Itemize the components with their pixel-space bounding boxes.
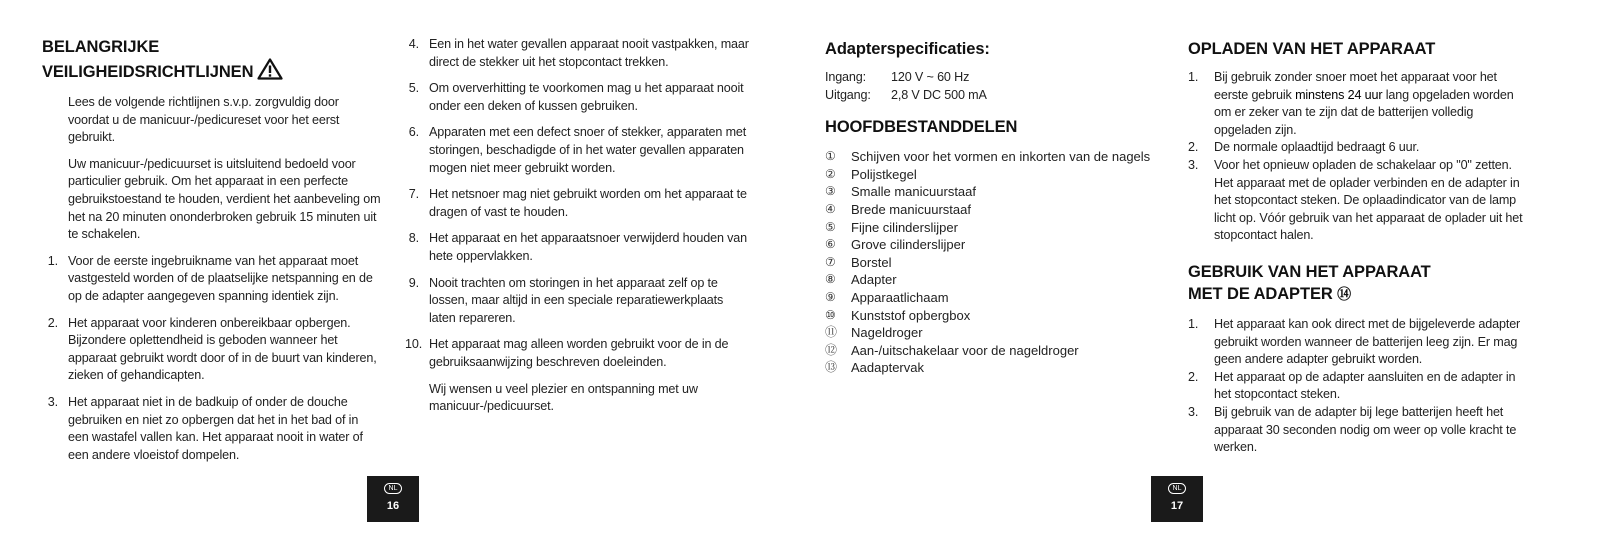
list-item: 10. Het apparaat mag alleen worden gebruikt voor de in de gebruiksaanwijzing beschreven doeleinden. <box>405 337 729 369</box>
adapter-spec-table <box>825 69 1170 104</box>
list-item: ⑤ Fijne cilinderslijper <box>825 219 958 235</box>
page-tab-17 <box>1151 476 1203 522</box>
list-item: 5. Om oververhitting te voorkomen mag u het apparaat nooit onder een deken of kussen gebruiken. <box>408 81 744 113</box>
adapter-spec-heading: Adapterspecificaties: <box>825 40 990 58</box>
safety-intro-2: Uw manicuur-/pedicuurset is uitsluitend bedoeld voor particulier gebruik. Om het apparaat in een perfecte gebruikstoestand te houden, verdient het aanbeveling om het na 20 minuten ononderbroken gebruik 15 minuten uit te schakelen. <box>68 156 381 242</box>
specs-column <box>825 36 1170 377</box>
safety-heading-line2: VEILIGHEIDSRICHTLIJNEN <box>42 63 254 81</box>
list-item: 1. Voor de eerste ingebruikname van het apparaat moet vastgesteld worden of de plaatselijke netspanning en de op de adapter aangegeven spanning identiek zijn. <box>47 253 373 303</box>
list-item: ⑧ Adapter <box>825 272 897 288</box>
charge-heading: OPLADEN VAN HET APPARAAT <box>1188 40 1436 58</box>
list-item: ⑬ Aadaptervak <box>825 360 924 376</box>
parts-heading: HOOFDBESTANDDELEN <box>825 118 1018 137</box>
list-item: 2. Het apparaat op de adapter aansluiten en de adapter in het stopcontact steken. <box>1188 369 1516 402</box>
safety-heading-line1: BELANGRIJKE <box>42 38 160 56</box>
list-item: 2. Het apparaat voor kinderen onbereikbaar opbergen. Bijzondere oplettendheid is geboden wanneer het apparaat gebruikt wordt door of in de buurt van kinderen, zieken of gehandicapten. <box>47 315 377 383</box>
list-item: ② Polijstkegel <box>825 166 917 182</box>
safety-column-left <box>42 36 382 464</box>
list-item: ④ Brede manicuurstaaf <box>825 201 971 217</box>
list-item: 3. Voor het opnieuw opladen de schakelaar op "0" zetten. Het apparaat met de oplader verbinden en de adapter in het stopcontact steken. De oplaadindicator van de lamp licht op. Vóór gebruik van het apparaat de oplader uit het stopcontact halen. <box>1188 157 1523 243</box>
list-item: ⑩ Kunststof opbergbox <box>825 307 971 323</box>
safety-heading <box>42 36 382 86</box>
page-number: 16 <box>386 500 400 512</box>
list-item: 1. Bij gebruik zonder snoer moet het apparaat voor het eerste gebruik minstens 24 uur lang opgeladen worden om er zeker van te zijn dat de batterijen volledig opgeladen zijn. <box>1188 70 1514 137</box>
list-item: 8. Het apparaat en het apparaatsnoer verwijderd houden van hete oppervlakken. <box>408 231 748 263</box>
list-item: ⑨ Apparaatlichaam <box>825 289 949 305</box>
list-item: ⑪ Nageldroger <box>825 325 923 341</box>
list-item: 9. Nooit trachten om storingen in het apparaat zelf op te lossen, maar altijd in een speciale reparatiewerkplaats laten repareren. <box>408 275 724 325</box>
list-item: 1. Het apparaat kan ook direct met de bijgeleverde adapter gebruikt worden wanneer de batterijen leeg zijn. Er mag geen andere adapter gebruikt worden. <box>1188 316 1521 367</box>
list-item: ⑥ Grove cilinderslijper <box>825 237 966 253</box>
closing-text: Wij wensen u veel plezier en ontspanning met uw manicuur-/pedicuurset. <box>429 381 698 414</box>
page-tab-16 <box>367 476 419 522</box>
list-item: ⑫ Aan-/uitschakelaar voor de nageldroger <box>825 342 1079 358</box>
bold-duration: minstens 24 uur <box>1295 87 1383 102</box>
list-item: 3. Het apparaat niet in de badkuip of onder de douche gebruiken en niet zo opbergen dat het in het bad of in een wastafel vallen kan. Het apparaat nooit in water of een andere vloeistof dompelen. <box>47 394 363 462</box>
usage-column <box>1188 36 1533 457</box>
language-badge: NL <box>1168 483 1186 494</box>
page-number: 17 <box>1170 500 1184 512</box>
adapter-usage-heading: GEBRUIK VAN HET APPARAAT MET DE ADAPTER ⑭ <box>1188 262 1431 303</box>
spec-row: Ingang: 120 V ~ 60 Hz <box>825 70 970 84</box>
parts-list <box>825 148 1170 377</box>
list-item: 2. De normale oplaadtijd bedraagt 6 uur. <box>1188 140 1420 155</box>
list-item: 7. Het netsnoer mag niet gebruikt worden om het apparaat te dragen of vast te houden. <box>408 187 747 219</box>
adapter-list <box>1188 316 1533 457</box>
part-reference: ⑭ <box>1337 285 1352 302</box>
list-item: 4. Een in het water gevallen apparaat nooit vastpakken, maar direct de stekker uit het stopcontact trekken. <box>408 37 749 69</box>
safety-intro-1: Lees de volgende richtlijnen s.v.p. zorgvuldig door voordat u de manicuur-/pedicureset voor het eerst gebruikt. <box>68 95 340 145</box>
safety-column-right <box>405 36 750 416</box>
language-badge: NL <box>384 483 402 494</box>
charge-list <box>1188 69 1533 245</box>
spec-row: Uitgang: 2,8 V DC 500 mA <box>825 87 987 102</box>
list-item: 6. Apparaten met een defect snoer of stekker, apparaten met storingen, beschadigde of in het water gevallen apparaten mogen niet meer gebruikt worden. <box>408 125 747 175</box>
warning-triangle-icon <box>257 58 283 86</box>
safety-list-1 <box>42 253 382 465</box>
list-item: ⑦ Borstel <box>825 254 892 270</box>
list-item: ① Schijven voor het vormen en inkorten van de nagels <box>825 149 1151 165</box>
safety-list-2 <box>405 36 750 372</box>
list-item: ③ Smalle manicuurstaaf <box>825 184 976 200</box>
list-item: 3. Bij gebruik van de adapter bij lege batterijen heeft het apparaat 30 seconden nodig om weer op volle kracht te werken. <box>1188 404 1517 455</box>
